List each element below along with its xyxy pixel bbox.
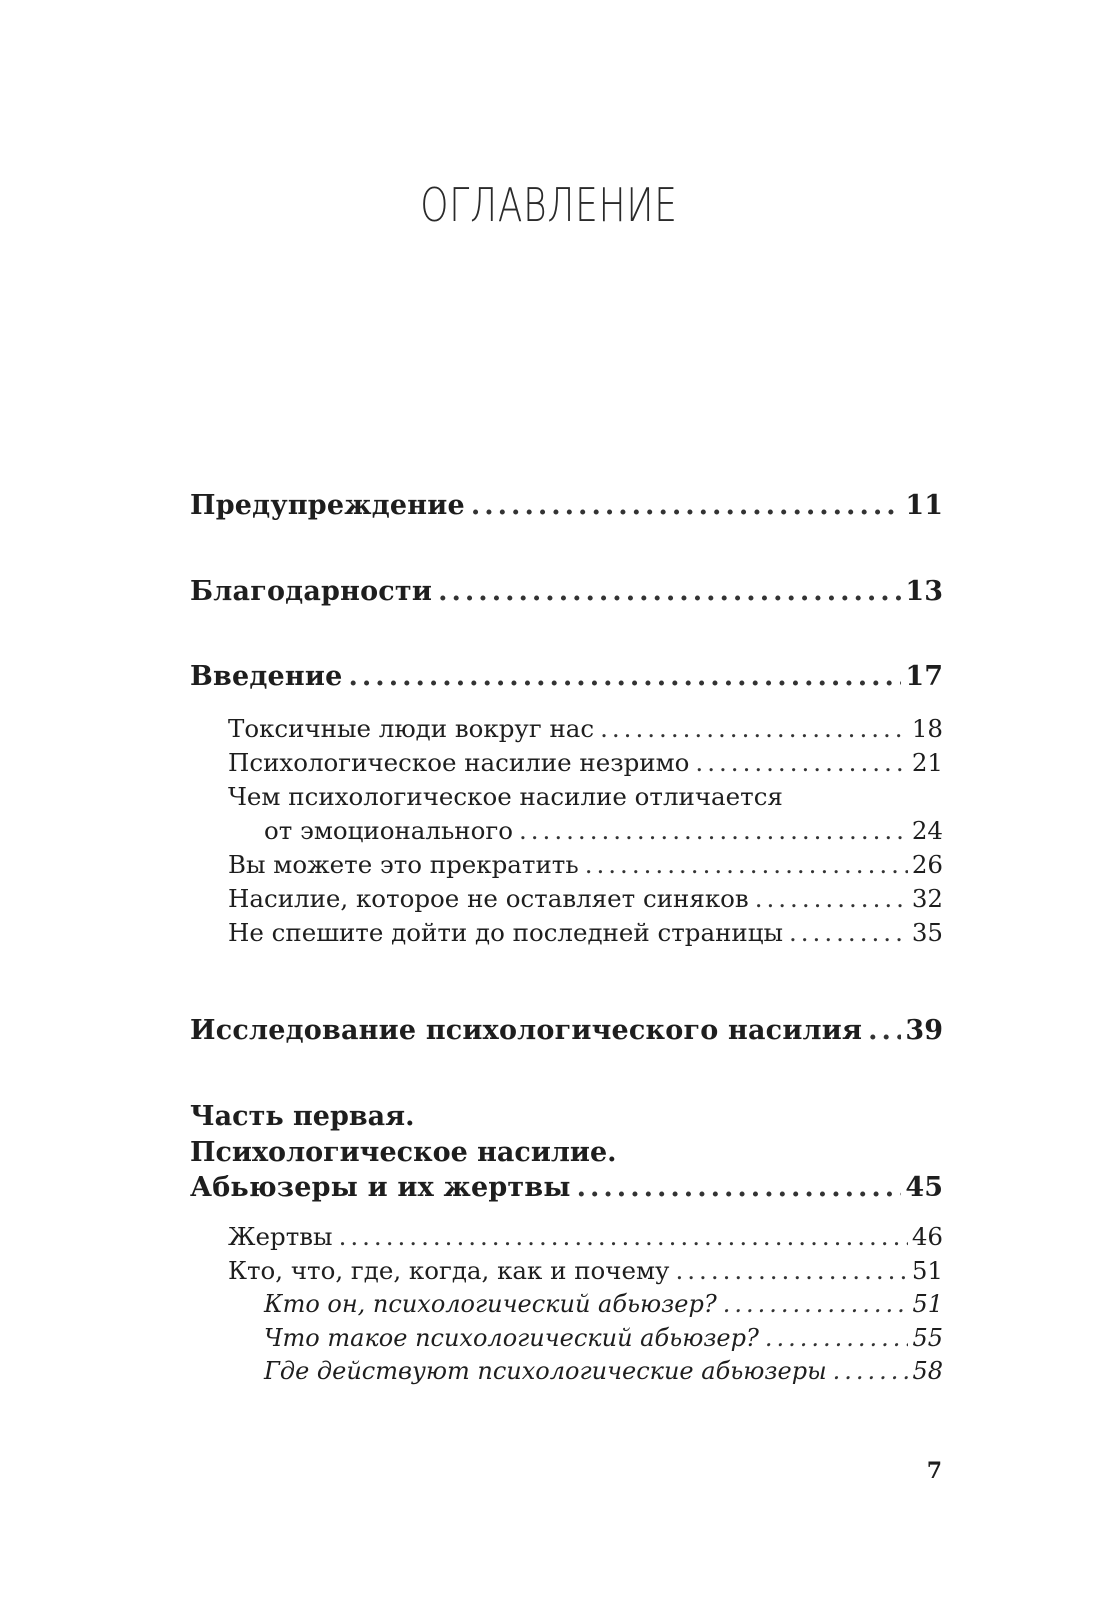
toc-entry-page: 26	[911, 850, 943, 879]
dot-leader	[789, 918, 908, 947]
toc-entry-toxic[interactable]	[228, 714, 943, 743]
toc-entry-differs-line1: Чем психологическое насилие отличается	[228, 782, 783, 811]
toc-entry-label: Кто он, психологический абьюзер?	[264, 1290, 717, 1318]
toc-entry-page: 55	[912, 1324, 943, 1352]
toc-entry-page: 46	[911, 1222, 943, 1251]
toc-entry-label: от эмоционального	[264, 816, 513, 845]
toc-entry-who-what[interactable]	[228, 1256, 943, 1285]
toc-entry-who-is[interactable]	[264, 1290, 943, 1318]
dot-leader	[600, 714, 908, 743]
toc-part1-line1: Часть первая.	[190, 1101, 415, 1132]
dot-leader	[868, 1015, 901, 1046]
toc-entry-page: 11	[905, 490, 943, 521]
toc-entry-invisible[interactable]	[228, 748, 943, 777]
toc-entry-label: Благодарности	[190, 576, 433, 607]
dot-leader	[438, 576, 901, 607]
toc-entry-label: Исследование психологического насилия	[190, 1015, 863, 1046]
page-number: 7	[926, 1458, 942, 1484]
dot-leader	[577, 1172, 902, 1203]
toc-entry-label: Введение	[190, 661, 343, 692]
toc-entry-stop[interactable]	[228, 850, 943, 879]
toc-entry-page: 21	[911, 748, 943, 777]
dot-leader	[675, 1256, 907, 1285]
dot-leader	[471, 490, 902, 521]
toc-entry-page: 24	[911, 816, 943, 845]
toc-entry-label: Предупреждение	[190, 490, 465, 521]
toc-entry-label: Что такое психологический абьюзер?	[264, 1324, 759, 1352]
toc-entry-what-is[interactable]	[264, 1324, 943, 1352]
toc-entry-label: Психологическое насилие незримо	[228, 748, 690, 777]
toc-entry-label: Насилие, которое не оставляет синяков	[228, 884, 749, 913]
dot-leader	[339, 1222, 908, 1251]
toc-entry-label: Кто, что, где, когда, как и почему	[228, 1256, 670, 1285]
toc-entry-label: Абьюзеры и их жертвы	[190, 1172, 571, 1203]
toc-entry-bruises[interactable]	[228, 884, 943, 913]
toc-entry-research[interactable]	[190, 1015, 943, 1046]
dot-leader	[585, 850, 908, 879]
toc-entry-page: 51	[912, 1290, 943, 1318]
toc-entry-page: 17	[905, 661, 943, 692]
toc-entry-page: 13	[905, 576, 943, 607]
toc-entry-page: 51	[911, 1256, 943, 1285]
dot-leader	[765, 1324, 909, 1352]
dot-leader	[519, 816, 908, 845]
toc-entry-differs[interactable]	[264, 816, 943, 845]
toc-entry-label: Где действуют психологические абьюзеры	[264, 1357, 827, 1385]
toc-part1-line2: Психологическое насилие.	[190, 1137, 617, 1168]
toc-entry-page: 18	[911, 714, 943, 743]
toc-entry-page: 45	[905, 1172, 943, 1203]
page-title: ОГЛАВЛЕНИЕ	[420, 178, 678, 232]
dot-leader	[755, 884, 908, 913]
dot-leader	[349, 661, 902, 692]
toc-entry-page: 32	[911, 884, 943, 913]
toc-entry-where[interactable]	[264, 1357, 943, 1385]
toc-entry-page: 39	[905, 1015, 943, 1046]
toc-entry-page: 35	[911, 918, 943, 947]
toc-entry-intro[interactable]	[190, 661, 943, 692]
toc-entry-warning[interactable]	[190, 490, 943, 521]
toc-entry-label: Вы можете это прекратить	[228, 850, 579, 879]
dot-leader	[695, 748, 907, 777]
dot-leader	[833, 1357, 909, 1385]
toc-entry-victims[interactable]	[228, 1222, 943, 1251]
toc-entry-part1[interactable]	[190, 1172, 943, 1203]
toc-entry-thanks[interactable]	[190, 576, 943, 607]
toc-entry-last-page[interactable]	[228, 918, 943, 947]
toc-entry-label: Не спешите дойти до последней страницы	[228, 918, 783, 947]
toc-entry-page: 58	[912, 1357, 943, 1385]
toc-entry-label: Токсичные люди вокруг нас	[228, 714, 595, 743]
dot-leader	[723, 1290, 909, 1318]
toc-entry-label: Жертвы	[228, 1222, 333, 1251]
